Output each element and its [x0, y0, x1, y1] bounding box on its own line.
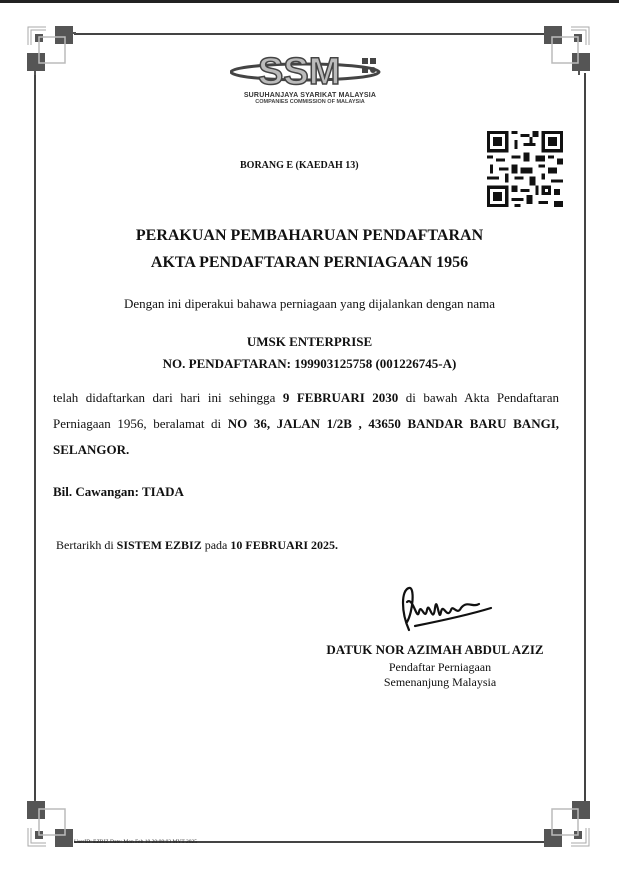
signatory-title-1: Pendaftar Perniagaan: [388, 660, 492, 674]
registration-paragraph: telah didaftarkan dari hari ini sehingga 9 FEBRUARI 2030 di bawah Akta Pendaftaran Perniagaan 1956, beralamat di NO 36, JALAN 1/2B , 43650 BANDAR BARU BANGI, SELANGOR.: [53, 390, 560, 457]
top-border-line: [0, 0, 619, 3]
svg-text:SSM: SSM: [258, 51, 341, 93]
corner-ornament-top-left: [26, 25, 72, 71]
certificate-title-line-1: PERAKUAN PEMBAHARUAN PENDAFTARAN: [135, 227, 484, 244]
issue-statement: Bertarikh di SISTEM EZBIZ pada 10 FEBRUARI 2025.: [56, 538, 339, 552]
qr-code: [487, 131, 563, 207]
corner-ornament-bottom-left: [26, 800, 72, 846]
corner-ornament-bottom-right: [543, 800, 589, 846]
intro-statement: Dengan ini diperakui bahawa perniagaan yang dijalankan dengan nama: [123, 296, 496, 311]
registration-number: NO. PENDAFTARAN: 199903125758 (001226745-A): [162, 356, 457, 371]
logo-line-1: SURUHANJAYA SYARIKAT MALAYSIA: [243, 92, 377, 99]
signature: [395, 582, 495, 642]
form-code: BORANG E (KAEDAH 13): [240, 160, 359, 171]
branch-count: Bil. Cawangan: TIADA: [53, 484, 184, 499]
business-name: UMSK ENTERPRISE: [246, 334, 373, 349]
expiry-date: 9 FEBRUARI 2030: [282, 390, 399, 405]
signatory-name: DATUK NOR AZIMAH ABDUL AZIZ: [326, 642, 544, 657]
footer-metadata: UserID: EZBIZ Date: Mon Feb 10 20:08:03 MYT 2025: [74, 839, 198, 845]
issuing-system: SISTEM EZBIZ: [116, 538, 202, 552]
issue-date: 10 FEBRUARI 2025.: [230, 538, 339, 552]
logo-line-2: COMPANIES COMMISSION OF MALAYSIA: [255, 99, 365, 105]
certificate-title-line-2: AKTA PENDAFTARAN PERNIAGAAN 1956: [150, 254, 469, 271]
signatory-title-2: Semenanjung Malaysia: [383, 675, 497, 689]
business-address: NO 36, JALAN 1/2B , 43650 BANDAR BARU BANGI, SELANGOR.: [53, 416, 560, 457]
corner-ornament-top-right: [543, 25, 589, 71]
